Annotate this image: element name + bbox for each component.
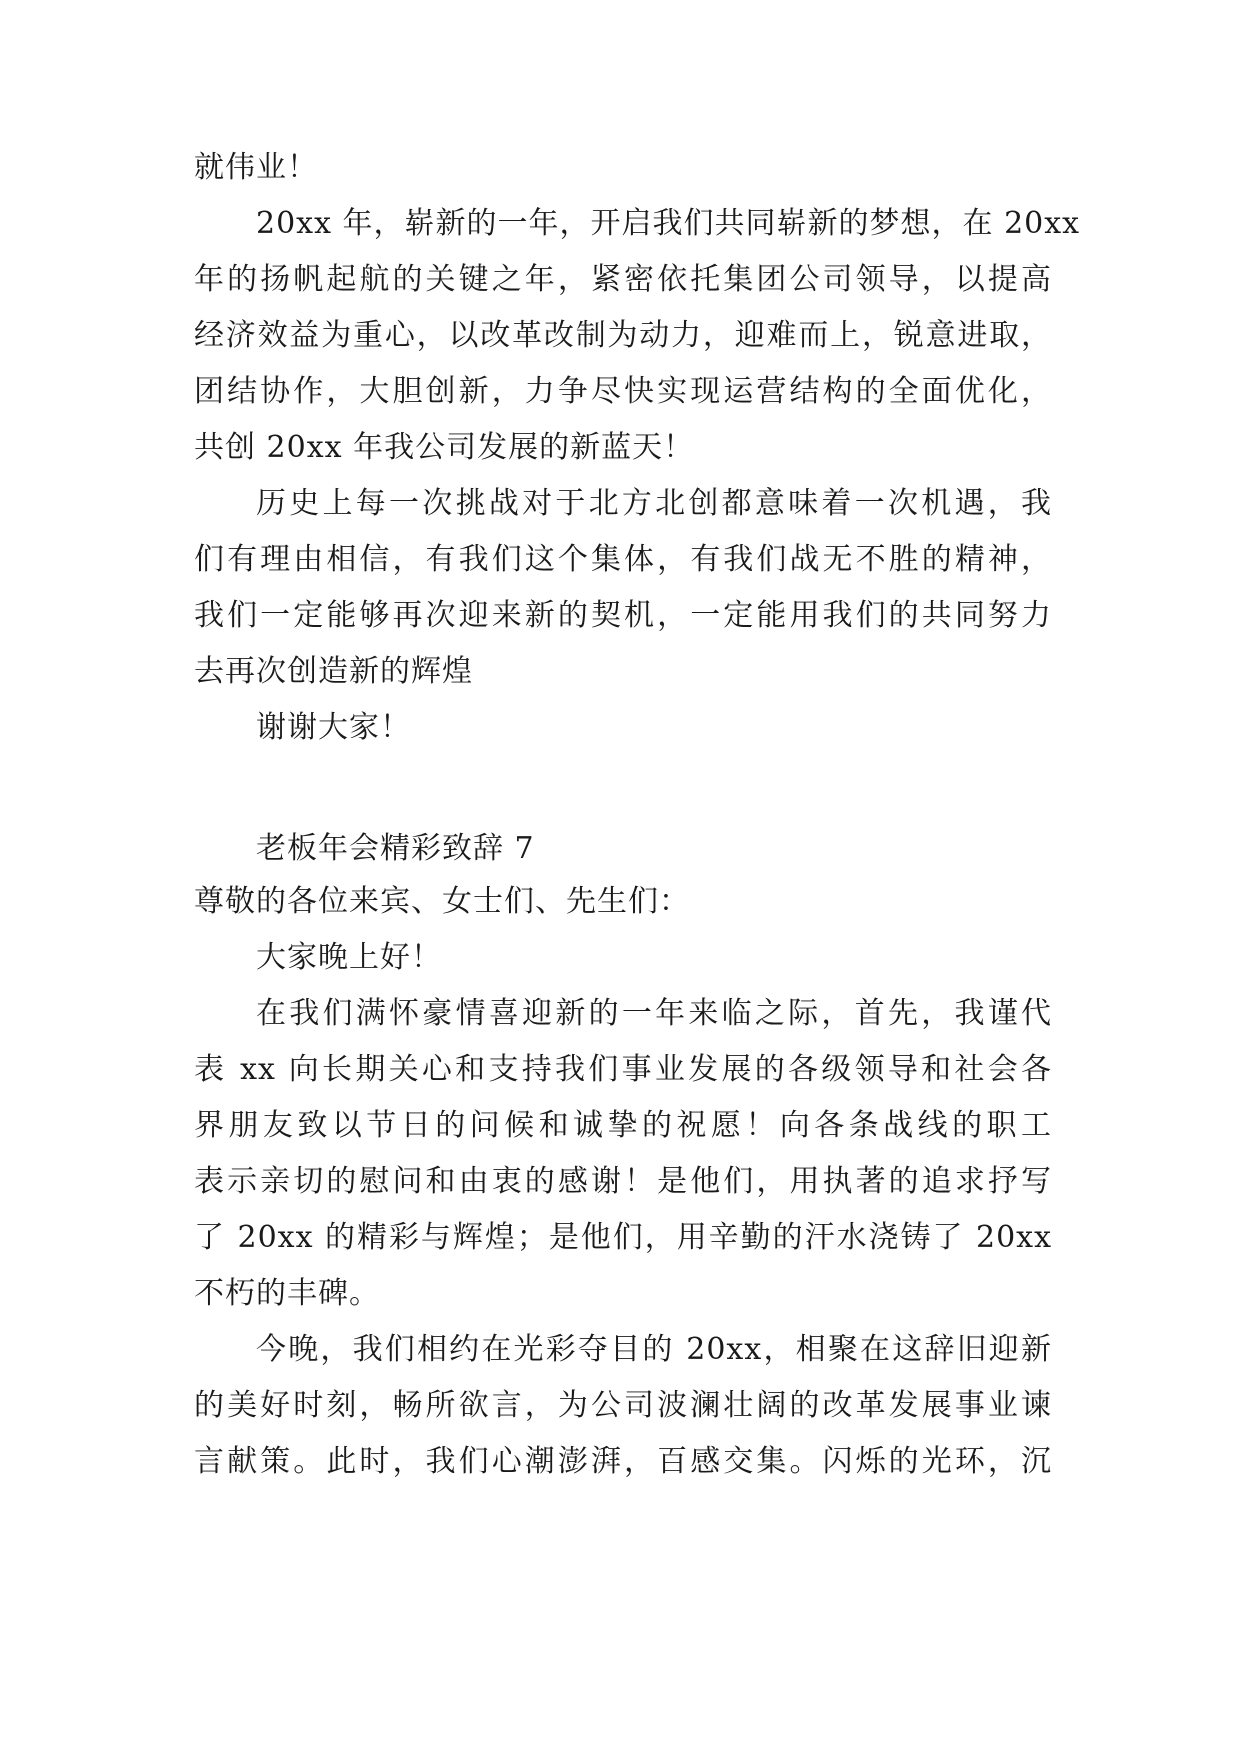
text-line: 年的扬帆起航的关键之年，紧密依托集团公司领导，以提高 xyxy=(194,262,1052,297)
text-line: 团结协作，大胆创新，力争尽快实现运营结构的全面优化， xyxy=(194,374,1052,409)
text-line: 我们一定能够再次迎来新的契机，一定能用我们的共同努力 xyxy=(194,598,1052,633)
text-line: 表 xx 向长期关心和支持我们事业发展的各级领导和社会各 xyxy=(194,1052,1052,1087)
text-line: 们有理由相信，有我们这个集体，有我们战无不胜的精神， xyxy=(194,542,1052,577)
greeting: 大家晚上好！ xyxy=(256,940,442,975)
text-line: 言献策。此时，我们心潮澎湃，百感交集。闪烁的光环，沉 xyxy=(194,1444,1052,1479)
text-line: 不朽的丰碑。 xyxy=(194,1276,380,1311)
text-line: 谢谢大家！ xyxy=(256,710,411,745)
text-line: 去再次创造新的辉煌 xyxy=(194,654,473,689)
text-line: 共创 20xx 年我公司发展的新蓝天！ xyxy=(194,430,695,465)
text-line: 经济效益为重心，以改革改制为动力，迎难而上，锐意进取， xyxy=(194,318,1052,353)
text-line: 界朋友致以节日的问候和诚挚的祝愿！向各条战线的职工 xyxy=(194,1108,1052,1143)
text-line: 表示亲切的慰问和由衷的感谢！是他们，用执著的追求抒写 xyxy=(194,1164,1052,1199)
text-line: 在我们满怀豪情喜迎新的一年来临之际，首先，我谨代 xyxy=(256,996,1052,1031)
text-line: 历史上每一次挑战对于北方北创都意味着一次机遇，我 xyxy=(256,486,1052,521)
text-line: 的美好时刻，畅所欲言，为公司波澜壮阔的改革发展事业谏 xyxy=(194,1388,1052,1423)
text-line: 就伟业！ xyxy=(194,150,318,185)
text-line: 今晚，我们相约在光彩夺目的 20xx，相聚在这辞旧迎新 xyxy=(256,1332,1052,1367)
section-heading: 老板年会精彩致辞 7 xyxy=(256,831,535,866)
salutation: 尊敬的各位来宾、女士们、先生们： xyxy=(194,884,690,919)
text-line: 20xx 年，崭新的一年，开启我们共同崭新的梦想，在 20xx xyxy=(256,206,1081,241)
text-line: 了 20xx 的精彩与辉煌；是他们，用辛勤的汗水浇铸了 20xx xyxy=(194,1220,1052,1255)
